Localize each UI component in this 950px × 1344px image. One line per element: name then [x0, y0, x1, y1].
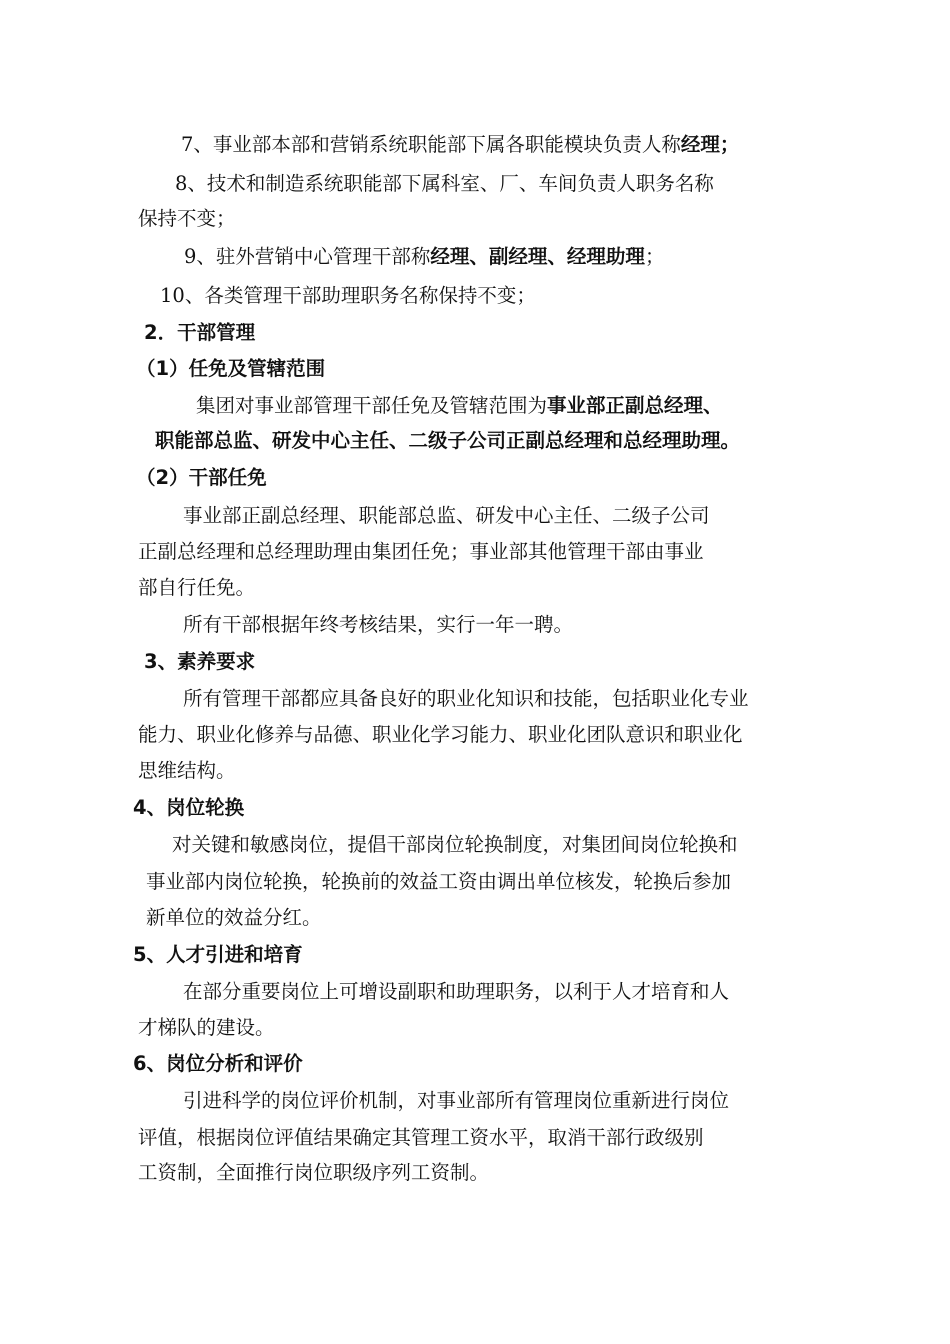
- section-2-1-line-1-text: 集团对事业部管理干部任免及管辖范围为: [196, 394, 548, 417]
- item-9-tail: ；: [644, 245, 665, 268]
- item-9: [184, 244, 664, 270]
- section-2-1-line-2: [155, 428, 740, 454]
- item-8-line-1: 8、技术和制造系统职能部下属科室、厂、车间负责人职务名称: [175, 172, 714, 195]
- section-2-1-line-1-bold: 事业部正副总经理、: [547, 394, 723, 417]
- item-7-bold: 经理；: [680, 133, 740, 156]
- section-6-line-3: 工资制，全面推行岗位职级序列工资制。: [138, 1161, 490, 1184]
- section-6-line-1: 引进科学的岗位评价机制，对事业部所有管理岗位重新进行岗位: [183, 1089, 730, 1112]
- section-2-2-line-2: 正副总经理和总经理助理由集团任免；事业部其他管理干部由事业: [138, 540, 704, 563]
- section-2-heading: 2．干部管理: [144, 321, 256, 344]
- section-4-heading: 4、岗位轮换: [133, 796, 245, 819]
- section-2-1-line-1: [196, 393, 723, 419]
- item-9-text: 9、驻外营销中心管理干部称: [184, 245, 431, 268]
- section-5-line-2: 才梯队的建设。: [138, 1016, 275, 1039]
- section-3-heading: 3、素养要求: [144, 650, 256, 673]
- item-9-bold: 经理、副经理、经理助理: [430, 245, 645, 268]
- section-2-2-heading: （2）干部任免: [136, 466, 267, 489]
- section-5-line-1: 在部分重要岗位上可增设副职和助理职务，以利于人才培育和人: [183, 980, 730, 1003]
- item-8-line-2: 保持不变；: [138, 207, 236, 230]
- section-3-line-2: 能力、职业化修养与品德、职业化学习能力、职业化团队意识和职业化: [138, 723, 743, 746]
- section-4-line-1: 对关键和敏感岗位，提倡干部岗位轮换制度，对集团间岗位轮换和: [172, 833, 738, 856]
- item-7-text: 7、事业部本部和营销系统职能部下属各职能模块负责人称: [181, 133, 681, 156]
- section-3-line-1: 所有管理干部都应具备良好的职业化知识和技能，包括职业化专业: [183, 687, 749, 710]
- section-6-line-2: 评值，根据岗位评值结果确定其管理工资水平，取消干部行政级别: [138, 1126, 704, 1149]
- section-5-heading: 5、人才引进和培育: [133, 943, 303, 966]
- section-6-heading: 6、岗位分析和评价: [133, 1052, 303, 1075]
- item-10: 10、各类管理干部助理职务名称保持不变；: [160, 284, 536, 307]
- item-7: [181, 132, 739, 158]
- section-2-2-line-3: 部自行任免。: [138, 576, 256, 599]
- section-4-line-2: 事业部内岗位轮换，轮换前的效益工资由调出单位核发，轮换后参加: [146, 870, 732, 893]
- section-3-line-3: 思维结构。: [138, 759, 236, 782]
- section-2-2-note: 所有干部根据年终考核结果，实行一年一聘。: [183, 613, 574, 636]
- section-2-1-heading: （1）任免及管辖范围: [136, 357, 326, 380]
- section-2-1-line-2-bold: 职能部总监、研发中心主任、二级子公司正副总经理和总经理助理。: [155, 429, 741, 452]
- section-2-2-line-1: 事业部正副总经理、职能部总监、研发中心主任、二级子公司: [183, 504, 710, 527]
- section-4-line-3: 新单位的效益分红。: [146, 906, 322, 929]
